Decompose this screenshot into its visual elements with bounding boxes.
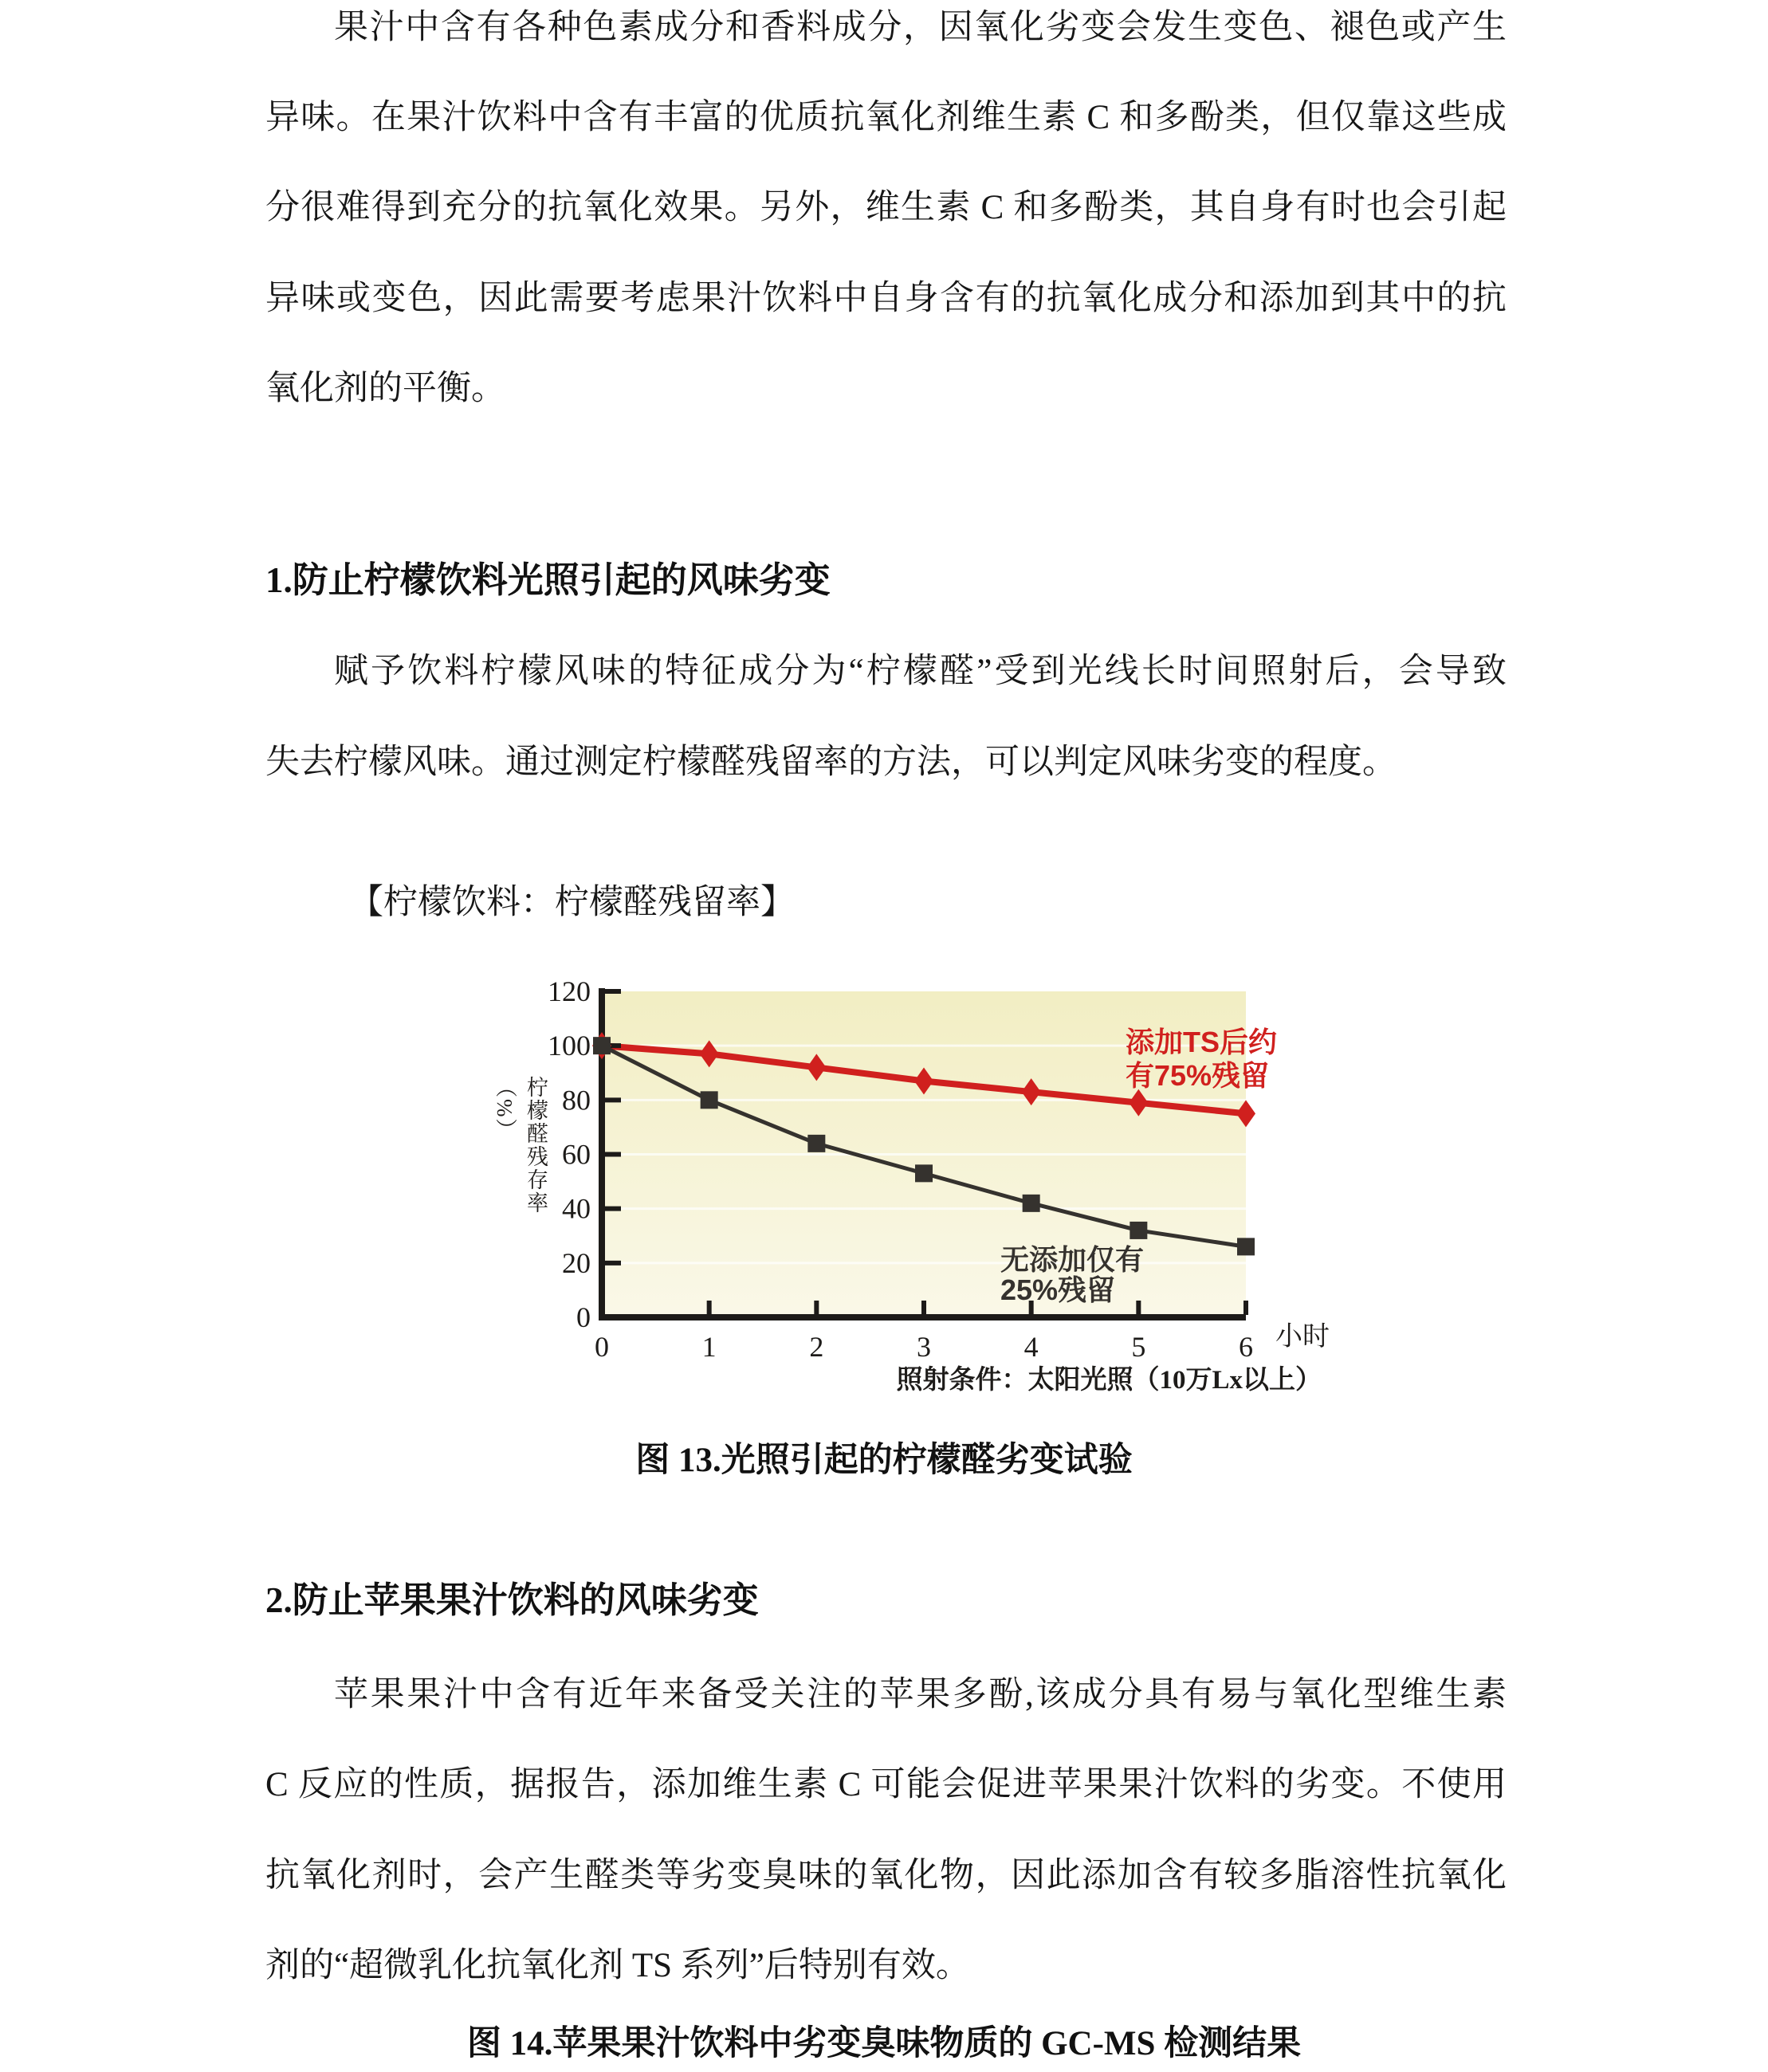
x-tick-label: 2 [809,1331,824,1363]
figure-caption-13: 图 13.光照引起的柠檬醛劣变试验 [635,1442,1133,1479]
figure-label: 【柠檬饮料：柠檬醛残留率】 [349,884,795,921]
y-axis-label: 柠檬醛残存率（%） [493,1076,548,1215]
x-tick-label: 6 [1239,1331,1253,1363]
y-tick-label: 20 [562,1246,591,1279]
x-unit-label: 小时 [1275,1322,1330,1352]
x-tick-label: 3 [917,1331,931,1363]
y-tick-label: 0 [576,1301,591,1333]
paragraph-line: C 反应的性质，据报告，添加维生素 C 可能会促进苹果果汁饮料的劣变。不使用 [265,1766,1507,1803]
x-tick-label: 4 [1023,1331,1039,1363]
annotation-text: 25%残留 [1000,1273,1116,1306]
annotation-text: 添加TS后约 [1126,1026,1278,1058]
annotation-text: 有75%残留 [1126,1059,1270,1092]
y-tick-label: 40 [562,1192,591,1225]
paragraph-line: 剂的“超微乳化抗氧化剂 TS 系列”后特别有效。 [265,1947,970,1984]
figure-caption-14: 图 14.苹果果汁饮料中劣变臭味物质的 GC-MS 检测结果 [466,2025,1302,2062]
marker-square [915,1164,933,1182]
marker-square [701,1091,718,1109]
annotation-text: 无添加仅有 [1000,1243,1145,1276]
y-tick-label: 100 [548,1030,591,1062]
y-tick-label: 80 [562,1084,591,1116]
paragraph-line: 氧化剂的平衡。 [265,370,505,407]
paragraph-line: 失去柠檬风味。通过测定柠檬醛残留率的方法，可以判定风味劣变的程度。 [265,744,1397,781]
section-heading-1: 1.防止柠檬饮料光照引起的风味劣变 [265,560,831,600]
paragraph-line: 分很难得到充分的抗氧化效果。另外，维生素 C 和多酚类，其自身有时也会引起 [265,189,1507,226]
line-chart [478,948,1395,1411]
x-tick-label: 0 [595,1331,609,1363]
marker-square [1130,1222,1147,1239]
paragraph-line: 异味或变色，因此需要考虑果汁饮料中自身含有的抗氧化成分和添加到其中的抗 [265,280,1507,317]
marker-square [1023,1195,1040,1212]
marker-square [593,1037,611,1054]
marker-square [1237,1238,1255,1255]
chart-canvas [478,948,1395,1411]
paragraph-line: 赋予饮料柠檬风味的特征成分为“柠檬醛”受到光线长时间照射后，会导致 [334,653,1507,690]
x-tick-label: 5 [1131,1331,1146,1363]
condition-note: 照射条件：太阳光照（10万Lx以上） [896,1366,1322,1395]
section-heading-2: 2.防止苹果果汁饮料的风味劣变 [265,1580,759,1620]
paragraph-line: 苹果果汁中含有近年来备受关注的苹果多酚,该成分具有易与氧化型维生素 [334,1676,1507,1713]
paragraph-line: 抗氧化剂时，会产生醛类等劣变臭味的氧化物，因此添加含有较多脂溶性抗氧化 [265,1857,1507,1894]
y-tick-label: 60 [562,1138,591,1171]
paragraph-line: 果汁中含有各种色素成分和香料成分，因氧化劣变会发生变色、褪色或产生 [334,9,1507,46]
marker-square [807,1135,825,1152]
paragraph-line: 异味。在果汁饮料中含有丰富的优质抗氧化剂维生素 C 和多酚类，但仅靠这些成 [265,99,1507,136]
x-tick-label: 1 [701,1331,717,1363]
y-tick-label: 120 [548,975,591,1007]
